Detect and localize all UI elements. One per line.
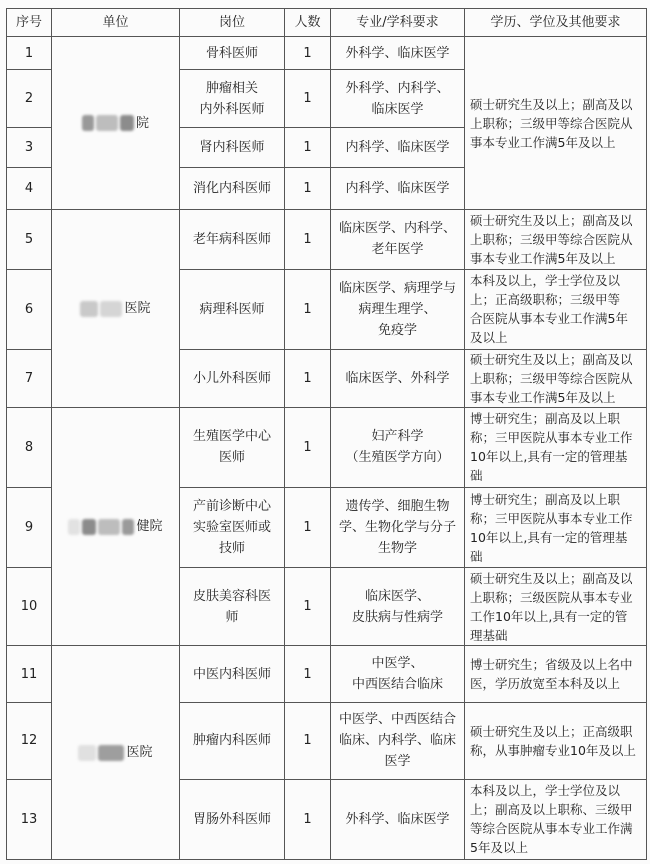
row-number: 4 [7,168,52,210]
count-cell: 1 [285,646,331,702]
requirement-line: 博士研究生；副高及以上职 [470,491,621,507]
row-number: 9 [7,488,52,568]
major-line: 老年医学 [371,242,424,258]
post-line: 技师 [218,541,245,557]
redacted-blur [78,745,96,761]
requirement-cell [465,488,647,568]
redacted-blur [68,519,80,535]
row-number: 12 [7,702,52,779]
table-row [7,210,647,269]
requirement-line: 本科及以上，学士学位及以 [470,783,621,799]
major-line: 临床、内科学、临床 [338,733,456,749]
header-no: 序号 [7,9,52,37]
count-cell: 1 [285,702,331,779]
major-line: 遗传学、细胞生物 [345,499,450,515]
row-number: 2 [7,70,52,128]
requirement-line: 称；三甲医院从事本专业工作 [470,510,633,526]
redacted-blur [80,301,98,317]
requirement-line: 事本专业工作满5年及以上 [470,134,616,150]
row-number: 11 [7,646,52,702]
major-cell [331,349,465,407]
row-number: 5 [7,210,52,269]
redacted-blur [98,745,124,761]
unit-name: 健院 [136,519,163,535]
major-line: 内科学、临床医学 [345,140,450,156]
row-number: 6 [7,269,52,349]
header-major: 专业/学科要求 [331,9,465,37]
requirement-line: 硕士研究生及以上；副高及以 [470,570,633,586]
redacted-blur [82,519,96,535]
post-line: 实验室医师或 [192,520,271,536]
count-cell: 1 [285,269,331,349]
major-line: 免疫学 [377,322,417,338]
major-cell [331,37,465,70]
post-cell [180,37,285,70]
count-cell: 1 [285,70,331,128]
requirement-line: 事本专业工作满5年及以上 [470,250,616,266]
major-cell [331,210,465,269]
requirement-line: 硕士研究生及以上；副高及以 [470,212,633,228]
requirement-line: 工作10年以上,具有一定的管 [470,608,628,624]
post-cell [180,128,285,168]
major-cell [331,646,465,702]
post-line: 骨科医师 [205,45,258,61]
post-line: 小儿外科医师 [192,370,271,386]
major-cell [331,488,465,568]
requirement-line: 10年以上,具有一定的管理基 [470,529,628,545]
post-line: 产前诊断中心 [192,499,271,515]
requirement-cell [465,407,647,487]
major-line: 病理生理学、 [358,301,437,317]
requirement-line: 合医院从事本专业工作满5年 [470,311,628,327]
major-line: 临床医学、病理学与 [338,280,456,296]
count-cell: 1 [285,168,331,210]
major-line: 临床医学、 [364,588,430,604]
requirement-line: 上；正高级职称；三级甲等 [470,292,621,308]
major-line: 中医学、 [371,656,424,671]
table-row [7,646,647,702]
major-cell [331,702,465,779]
count-cell: 1 [285,779,331,859]
requirement-line: 医，学历放宽至本科及以上 [470,676,621,691]
unit-name: 院 [135,115,149,131]
row-number: 8 [7,407,52,487]
redacted-blur [122,519,134,535]
recruitment-table [6,8,647,860]
requirement-cell [465,210,647,269]
major-line: （生殖医学方向） [345,450,450,466]
row-number: 7 [7,349,52,407]
post-line: 病理科医师 [199,301,265,317]
major-cell [331,568,465,646]
requirement-line: 10年以上,具有一定的管理基 [470,449,628,465]
requirement-line: 础 [470,548,483,564]
unit-cell [52,37,180,210]
post-cell [180,702,285,779]
unit-name: 医院 [126,745,153,761]
unit-cell [52,210,180,407]
post-cell [180,70,285,128]
major-line: 临床医学、外科学 [345,370,450,386]
major-line: 外科学、临床医学 [345,45,450,61]
requirement-line: 上职称；三级甲等综合医院从 [470,370,633,386]
requirement-line: 等综合医院从事本专业工作满 [470,821,633,837]
requirement-line: 上职称；三级甲等综合医院从 [470,231,633,247]
requirement-cell [465,37,647,210]
major-line: 外科学、临床医学 [345,811,450,827]
requirement-line: 硕士研究生及以上；正高级职 [470,723,633,739]
major-line: 皮肤病与性病学 [351,609,443,625]
major-line: 内科学、临床医学 [345,181,450,197]
major-line: 外科学、内科学、 [345,80,450,96]
requirement-line: 及以上 [470,330,508,346]
major-line: 医学 [384,754,411,770]
unit-name: 医院 [124,301,151,317]
requirement-line: 事本专业工作满5年及以上 [470,389,616,405]
requirement-line: 础 [470,468,483,484]
requirement-cell [465,269,647,349]
header-requirements: 学历、学位及其他要求 [465,9,647,37]
major-line: 临床医学、内科学、 [338,221,456,237]
requirement-line: 上；副高及以上职称、三级甲 [470,802,633,818]
header-unit: 单位 [52,9,180,37]
requirement-line: 博士研究生；副高及以上职 [470,411,621,427]
count-cell: 1 [285,568,331,646]
requirement-line: 硕士研究生及以上；副高及以 [470,351,633,367]
major-line: 生物学 [377,541,417,557]
table-row [7,37,647,70]
post-line: 内外科医师 [199,101,265,117]
table-row [7,407,647,487]
post-line: 肿瘤内科医师 [192,733,271,749]
row-number: 13 [7,779,52,859]
requirement-line: 理基础 [470,627,508,643]
major-line: 妇产科学 [371,429,424,445]
count-cell: 1 [285,128,331,168]
post-cell [180,646,285,702]
row-number: 10 [7,568,52,646]
post-line: 肾内科医师 [199,140,265,156]
requirement-cell [465,349,647,407]
count-cell: 1 [285,407,331,487]
redacted-blur [120,115,134,131]
count-cell: 1 [285,349,331,407]
unit-cell [52,646,180,860]
row-number: 3 [7,128,52,168]
post-cell [180,210,285,269]
requirement-line: 5年及以上 [470,840,528,856]
requirement-line: 上职称；三级甲等综合医院从 [470,115,633,131]
header-count: 人数 [285,9,331,37]
post-line: 生殖医学中心 [192,429,271,445]
header-post: 岗位 [180,9,285,37]
post-line: 老年病科医师 [192,231,271,247]
count-cell: 1 [285,488,331,568]
header-row [7,9,647,37]
major-line: 临床医学 [371,101,424,117]
post-line: 肿瘤相关 [205,80,258,96]
redacted-blur [82,115,94,131]
requirement-cell [465,568,647,646]
major-cell [331,70,465,128]
major-line: 中医学、中西医结合 [338,712,456,728]
requirement-line: 硕士研究生及以上；副高及以 [470,96,633,112]
post-cell [180,349,285,407]
post-cell [180,779,285,859]
unit-cell [52,407,180,646]
requirement-line: 称；三甲医院从事本专业工作 [470,430,633,446]
major-cell [331,269,465,349]
redacted-blur [100,301,122,317]
requirement-line: 上职称；三级医院从事本专业 [470,589,633,605]
post-line: 胃肠外科医师 [192,811,271,827]
post-line: 中医内科医师 [192,666,271,682]
post-line: 皮肤美容科医 [192,588,271,604]
post-line: 医师 [218,450,245,466]
requirement-cell [465,702,647,779]
requirement-line: 本科及以上，学士学位及以 [470,273,621,289]
major-cell [331,779,465,859]
count-cell: 1 [285,210,331,269]
requirement-cell [465,779,647,859]
post-cell [180,488,285,568]
post-cell [180,168,285,210]
major-cell [331,407,465,487]
redacted-blur [98,519,120,535]
major-line: 中西医结合临床 [351,677,443,692]
post-line: 师 [225,609,239,625]
count-cell: 1 [285,37,331,70]
post-cell [180,407,285,487]
post-cell [180,568,285,646]
requirement-line: 博士研究生；省级及以上名中 [470,657,633,672]
requirement-line: 称，从事肿瘤专业10年及以上 [470,742,636,758]
major-cell [331,128,465,168]
row-number: 1 [7,37,52,70]
post-cell [180,269,285,349]
requirement-cell [465,646,647,702]
post-line: 消化内科医师 [192,181,271,197]
redacted-blur [96,115,118,131]
major-cell [331,168,465,210]
major-line: 学、生物化学与分子 [338,520,456,536]
